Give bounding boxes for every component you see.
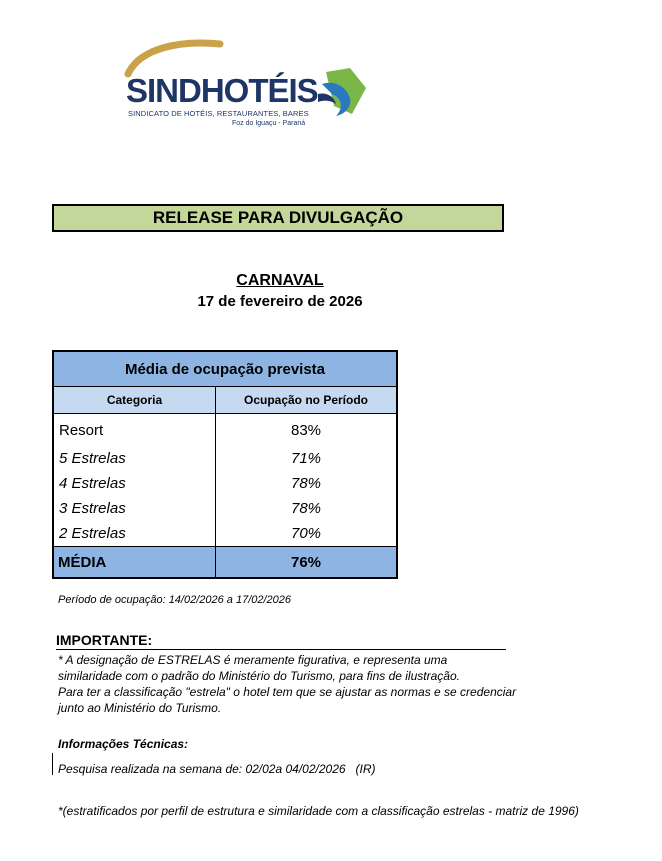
average-value: 76% xyxy=(290,553,322,571)
row-value: 83% xyxy=(290,421,322,439)
row-value: 78% xyxy=(290,500,322,517)
event-date: 17 de fevereiro de 2026 xyxy=(197,293,363,310)
table-title: Média de ocupação prevista xyxy=(54,352,396,387)
event-name: CARNAVAL xyxy=(236,272,324,289)
importante-line: junto ao Ministério do Turismo. xyxy=(58,701,222,715)
sindhoteis-logo xyxy=(120,34,390,134)
logo-wave-icon xyxy=(316,64,378,120)
periodo-ocupacao: Período de ocupação: 14/02/2026 a 17/02/2026 xyxy=(58,594,292,606)
importante-line: * A designação de ESTRELAS é meramente figurativa, e representa uma xyxy=(58,653,448,667)
row-category: Resort xyxy=(54,414,216,446)
table-row xyxy=(54,496,396,521)
col-header-occupancy: Ocupação no Período xyxy=(243,393,369,407)
occupancy-table xyxy=(52,350,398,579)
importante-text xyxy=(58,652,578,716)
table-row xyxy=(54,521,396,546)
row-category: 2 Estrelas xyxy=(54,521,216,546)
logo-city: Foz do Iguaçu - Paraná xyxy=(232,120,306,127)
row-value: 70% xyxy=(290,525,322,542)
logo-subtitle: SINDICATO DE HOTÉIS, RESTAURANTES, BARES xyxy=(128,109,309,118)
row-category: 3 Estrelas xyxy=(54,496,216,521)
release-title: RELEASE PARA DIVULGAÇÃO xyxy=(152,208,404,227)
table-row xyxy=(54,414,396,446)
release-title-box xyxy=(52,204,504,232)
col-header-category: Categoria xyxy=(54,387,216,413)
info-tecnicas-title: Informações Técnicas: xyxy=(58,737,189,751)
table-average-row xyxy=(54,546,396,577)
logo-wordmark: SINDHOTÉIS xyxy=(126,72,318,109)
row-value: 78% xyxy=(290,475,322,492)
table-row xyxy=(54,471,396,496)
pesquisa-text: Pesquisa realizada na semana de: 02/02a 04/02/2026 (IR) xyxy=(58,762,376,776)
importante-line: Para ter a classificação "estrela" o hotel tem que se ajustar as normas e se credenciar xyxy=(58,685,517,699)
row-category: 5 Estrelas xyxy=(54,446,216,471)
text-cursor-line xyxy=(52,753,53,775)
table-header-row xyxy=(54,387,396,414)
row-value: 71% xyxy=(290,450,322,467)
average-label: MÉDIA xyxy=(54,547,216,577)
row-category: 4 Estrelas xyxy=(54,471,216,496)
footnote: *(estratificados por perfil de estrutura e similaridade com a classificação estrelas - matriz de 1996) xyxy=(58,804,579,818)
table-row xyxy=(54,446,396,471)
importante-line: similaridade com o padrão do Ministério do Turismo, para fins de ilustração. xyxy=(58,669,460,683)
importante-title: IMPORTANTE: xyxy=(56,632,506,650)
